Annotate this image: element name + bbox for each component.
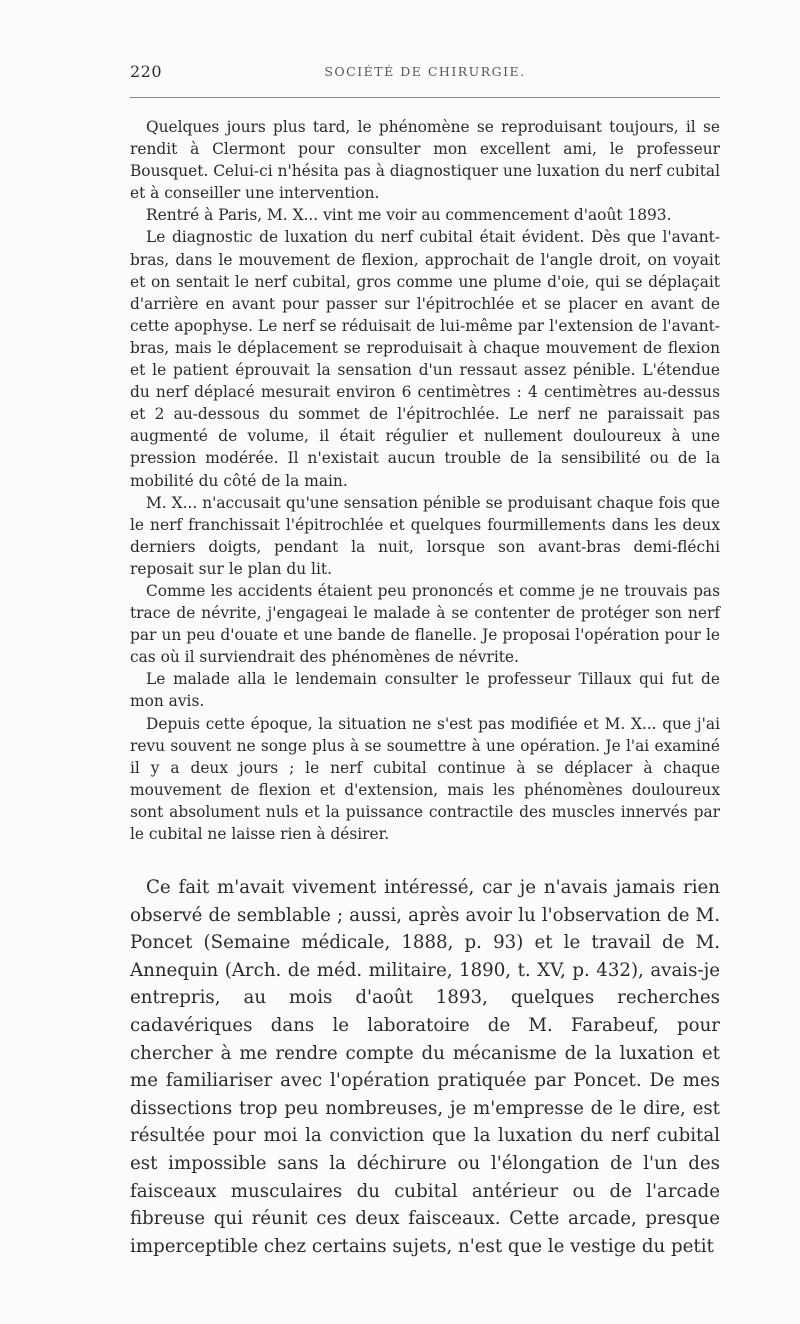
page-header — [130, 62, 720, 88]
paragraph: Le diagnostic de luxation du nerf cubital était évident. Dès que l'avant-bras, dans le mouvement de flexion, approchait de l'angle droit, on voyait et on sentait le nerf cubital, gros comme une plume d'oie, qui se déplaçait d'arrière en avant pour passer sur l'épitrochlée et se placer en avant de cette apophyse. Le nerf se réduisait de lui-même par l'extension de l'avant-bras, mais le déplacement se reproduisait à chaque mouvement de flexion et le patient éprouvait la sensation d'un ressaut assez pénible. L'étendue du nerf déplacé mesurait environ 6 centimètres : 4 centimètres au-dessus et 2 au-dessous du sommet de l'épitrochlée. Le nerf ne paraissait pas augmenté de volume, il était régulier et nullement douloureux à une pression modérée. Il n'existait aucun trouble de la sensibilité ou de la mobilité du côté de la main. — [130, 228, 720, 490]
paragraph: Depuis cette époque, la situation ne s'est pas modifiée et M. X... que j'ai revu souvent ne songe plus à se soumettre à une opération. Je l'ai examiné il y a deux jours ; le nerf cubital continue à se déplacer à chaque mouvement de flexion et d'extension, mais les phénomènes douloureux sont absolument nuls et la puissance contractile des muscles innervés par le cubital ne laisse rien à désirer. — [130, 714, 720, 843]
discussion-text — [130, 874, 720, 1260]
case-report-text — [130, 116, 720, 845]
paragraph-main: Ce fait m'avait vivement intéressé, car je n'avais jamais rien observé de semblable ; aussi, après avoir lu l'observation de M. Poncet (Semaine médicale, 1888, p. 93) et le travail de M. Annequin (Arch. de méd. militaire, 1890, t. XV, p. 432), avais-je entrepris, au mois d'août 1893, quelques recherches cadavériques dans le laboratoire de M. Farabeuf, pour chercher à me rendre compte du mécanisme de la luxation et me familiariser avec l'opération pratiquée par Poncet. De mes dissections trop peu nombreuses, je m'empresse de le dire, est résultée pour moi la conviction que la luxation du nerf cubital est impossible sans la déchirure ou l'élongation de l'un des faisceaux musculaires du cubital antérieur ou de l'arcade fibreuse qui réunit ces deux faisceaux. Cette arcade, presque imperceptible chez certains sujets, n'est que le vestige du petit — [130, 877, 720, 1257]
running-title: SOCIÉTÉ DE CHIRURGIE. — [324, 64, 526, 79]
paragraph: Comme les accidents étaient peu prononcés et comme je ne trouvais pas trace de névrite, j'engageai le malade à se contenter de protéger son nerf par un peu d'ouate et une bande de flanelle. Je proposai l'opération pour le cas où il surviendrait des phénomènes de névrite. — [130, 581, 720, 667]
header-rule — [130, 97, 720, 98]
paragraph: Rentré à Paris, M. X... vint me voir au commencement d'août 1893. — [146, 206, 672, 225]
paragraph: M. X... n'accusait qu'une sensation pénible se produisant chaque fois que le nerf franchissait l'épitrochlée et quelques fourmillements dans les deux derniers doigts, pendant la nuit, lorsque son avant-bras demi-fléchi reposait sur le plan du lit. — [130, 493, 720, 578]
paragraph: Quelques jours plus tard, le phénomène se reproduisant toujours, il se rendit à Clermont pour consulter mon excellent ami, le professeur Bousquet. Celui-ci n'hésita pas à diagnostiquer une luxation du nerf cubital et à conseiller une intervention. — [130, 118, 720, 203]
paragraph: Le malade alla le lendemain consulter le professeur Tillaux qui fut de mon avis. — [130, 670, 720, 711]
page-number: 220 — [130, 62, 163, 81]
